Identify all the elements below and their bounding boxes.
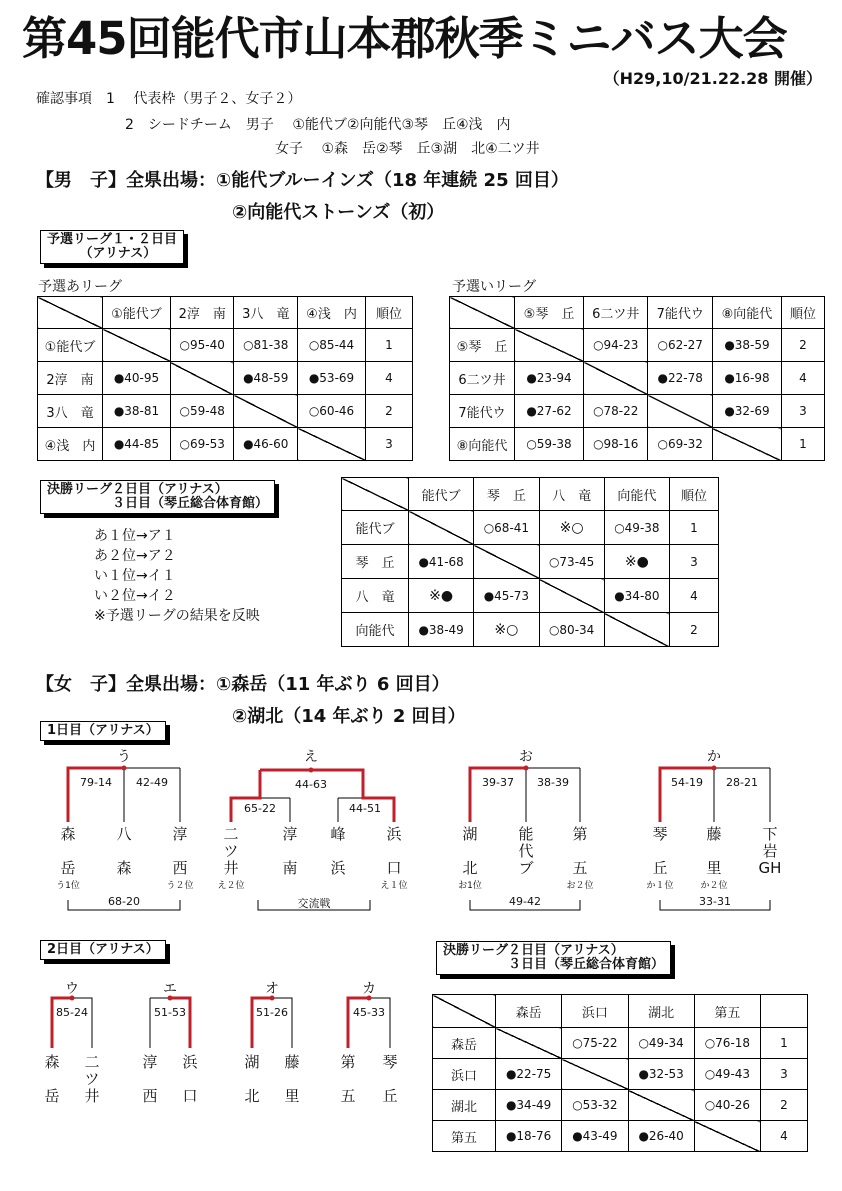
row-team: 浜口 (433, 1059, 496, 1090)
result-cell: ●32-69 (712, 395, 781, 428)
rule-item: い１位→イ１ (94, 568, 176, 584)
score-E2: 51-53 (154, 1006, 186, 1019)
row-team: 森岳 (433, 1028, 496, 1059)
result-cell: ○68-41 (474, 511, 539, 545)
result-cell: ○62-27 (648, 329, 712, 362)
rank-ka-1: か１位 (646, 881, 674, 891)
result-cell: ●53-69 (298, 362, 366, 395)
result-cell: ○81-38 (234, 329, 298, 362)
column-header: 順位 (782, 297, 825, 329)
rank-cell: 3 (782, 395, 825, 428)
result-cell: ※○ (539, 511, 604, 545)
column-header: 琴 丘 (474, 478, 539, 511)
result-cell: ●38-49 (409, 613, 474, 647)
result-cell: ●27-62 (515, 395, 584, 428)
result-cell: ●48-59 (234, 362, 298, 395)
rank-cell: 3 (366, 428, 413, 461)
column-header: 3八 竜 (234, 297, 298, 329)
diagonal-cell (496, 1028, 562, 1059)
rank-cell: 4 (670, 579, 719, 613)
group-label-O2: オ (265, 981, 279, 997)
column-header: 湖北 (628, 995, 694, 1028)
rank-cell: 4 (366, 362, 413, 395)
result-cell: ○73-45 (539, 545, 604, 579)
result-cell: ●32-53 (628, 1059, 694, 1090)
result-cell: ●45-73 (474, 579, 539, 613)
girls-heading-2: ②湖北（14 年ぶり 2 回目） (232, 706, 466, 727)
girls-day2-box: 2日目（アリナス） (40, 940, 166, 960)
team-o-2: 能 代 ブ (518, 825, 534, 877)
team-KA2-1: 第 五 (340, 1053, 356, 1105)
rank-ka-2: か２位 (700, 881, 728, 891)
column-header: 八 竜 (539, 478, 604, 511)
group-label-KA2: カ (362, 981, 376, 997)
result-cell: ○85-44 (298, 329, 366, 362)
group-label-o: お (519, 749, 533, 765)
row-team: 7能代ウ (450, 395, 515, 428)
result-cell: ○49-43 (694, 1059, 760, 1090)
column-header: ⑧向能代 (712, 297, 781, 329)
row-team: ⑧向能代 (450, 428, 515, 461)
result-cell: ○40-26 (694, 1090, 760, 1121)
result-cell: ※● (409, 579, 474, 613)
rank-cell: 3 (670, 545, 719, 579)
league-a-title: 予選あリーグ (38, 279, 122, 295)
team-KA2-2: 琴 丘 (382, 1053, 398, 1105)
rank-e-1: え２位 (217, 881, 245, 891)
group-label-U: ウ (65, 981, 79, 997)
team-u-3: 淳 西 (172, 825, 188, 877)
group-label-ka: か (707, 749, 721, 765)
result-cell: ○59-48 (170, 395, 234, 428)
score-u-left: 79-14 (80, 776, 112, 789)
result-cell: ●46-60 (234, 428, 298, 461)
column-header: 順位 (366, 297, 413, 329)
column-header: 向能代 (604, 478, 669, 511)
team-o-1: 湖 北 (462, 825, 478, 877)
rule-item: い２位→イ２ (94, 588, 176, 604)
result-cell: ○69-32 (648, 428, 712, 461)
team-ka-1: 琴 丘 (652, 825, 668, 877)
team-e-1: 二 ツ 井 (223, 825, 239, 877)
result-cell: ○69-53 (170, 428, 234, 461)
column-header: ④浅 内 (298, 297, 366, 329)
column-header: 7能代ウ (648, 297, 712, 329)
rank-u-3: う２位 (166, 881, 194, 891)
result-cell: ○94-23 (584, 329, 648, 362)
result-cell: ○76-18 (694, 1028, 760, 1059)
column-header (761, 995, 808, 1028)
result-cell: ○49-38 (604, 511, 669, 545)
column-header: 能代ブ (409, 478, 474, 511)
result-cell: ●23-94 (515, 362, 584, 395)
column-header: 順位 (670, 478, 719, 511)
row-team: 琴 丘 (342, 545, 409, 579)
score-ka-right: 28-21 (726, 776, 758, 789)
league-i-title: 予選いリーグ (452, 279, 536, 295)
result-cell: ○98-16 (584, 428, 648, 461)
column-header: 2淳 南 (170, 297, 234, 329)
result-cell: ●34-80 (604, 579, 669, 613)
row-team: 6二ツ井 (450, 362, 515, 395)
rank-cell: 1 (782, 428, 825, 461)
team-E2-1: 淳 西 (142, 1053, 158, 1105)
table-row (433, 1059, 808, 1090)
boys-heading-2: ②向能代ストーンズ（初） (232, 202, 445, 223)
group-label-e: え (304, 749, 318, 765)
diagonal-cell (562, 1059, 628, 1090)
result-cell: ●22-78 (648, 362, 712, 395)
row-team: 向能代 (342, 613, 409, 647)
boys-final-box: 決勝リーグ２日目（アリナス） ３日目（琴丘総合体育館） (40, 480, 275, 514)
rank-cell: 1 (670, 511, 719, 545)
group-label-u: う (117, 749, 131, 765)
rule-item: あ２位→ア２ (94, 548, 176, 564)
row-team: 2淳 南 (38, 362, 103, 395)
rank-cell: 2 (670, 613, 719, 647)
result-cell: ●38-59 (712, 329, 781, 362)
score-e-left: 65-22 (244, 802, 276, 815)
rank-cell: 3 (761, 1059, 808, 1090)
score-e-bottom: 交流戦 (297, 897, 331, 910)
column-header: ⑤琴 丘 (515, 297, 584, 329)
score-ka-left: 54-19 (671, 776, 703, 789)
row-team: ①能代ブ (38, 329, 103, 362)
team-E2-2: 浜 口 (182, 1053, 198, 1105)
result-cell: ○60-46 (298, 395, 366, 428)
score-O2: 51-26 (256, 1006, 288, 1019)
table-corner (433, 995, 496, 1028)
rank-e-4: え１位 (380, 881, 408, 891)
rank-cell: 2 (782, 329, 825, 362)
score-e-right: 44-51 (349, 802, 381, 815)
table-row (433, 1028, 808, 1059)
rank-cell: 1 (761, 1028, 808, 1059)
score-u-right: 42-49 (136, 776, 168, 789)
row-team: ⑤琴 丘 (450, 329, 515, 362)
team-ka-3: 下 岩 GH (758, 825, 782, 877)
team-e-3: 峰 浜 (330, 825, 346, 877)
group-label-E2: エ (163, 981, 177, 997)
team-O2-1: 湖 北 (244, 1053, 260, 1105)
rule-item: ※予選リーグの結果を反映 (94, 608, 260, 624)
rank-u-1: う1位 (56, 881, 80, 891)
result-cell: ※○ (474, 613, 539, 647)
score-o-bottom: 49-42 (509, 895, 541, 908)
result-cell: ●16-98 (712, 362, 781, 395)
score-u-bottom: 68-20 (108, 895, 140, 908)
table-row (433, 1121, 808, 1152)
column-header: 第五 (694, 995, 760, 1028)
score-o-right: 38-39 (537, 776, 569, 789)
rule-item: あ１位→ア１ (94, 528, 176, 544)
result-cell: ●18-76 (496, 1121, 562, 1152)
rank-o-1: お1位 (458, 881, 482, 891)
team-u-2: 八 森 (116, 825, 132, 877)
team-o-3: 第 五 (572, 825, 588, 877)
boys-prelim-box: 予選リーグ１・２日目 （アリナス） (40, 230, 184, 264)
score-o-left: 39-37 (482, 776, 514, 789)
rank-cell: 4 (782, 362, 825, 395)
girls-day1-box: 1日目（アリナス） (40, 721, 166, 741)
row-team: 能代ブ (342, 511, 409, 545)
score-KA2: 45-33 (353, 1006, 385, 1019)
rank-cell: 2 (366, 395, 413, 428)
girls-heading: 【女 子】全県出場：①森岳（11 年ぶり 6 回目） (36, 674, 450, 695)
note-line-1: 確認事項 1 代表枠（男子２、女子２） (36, 91, 302, 107)
team-U-1: 森 岳 (44, 1053, 60, 1105)
team-u-1: 森 岳 (60, 825, 76, 877)
row-team: 八 竜 (342, 579, 409, 613)
result-cell: ●22-75 (496, 1059, 562, 1090)
column-header: 6二ツ井 (584, 297, 648, 329)
column-header: ①能代ブ (103, 297, 171, 329)
result-cell: ●43-49 (562, 1121, 628, 1152)
rank-cell: 1 (366, 329, 413, 362)
row-team: 3八 竜 (38, 395, 103, 428)
score-e-top: 44-63 (295, 778, 327, 791)
team-O2-2: 藤 里 (284, 1053, 300, 1105)
result-cell: ●26-40 (628, 1121, 694, 1152)
result-cell: ○49-34 (628, 1028, 694, 1059)
note-line-3: 女子 ①森 岳②琴 丘③湖 北④二ツ井 (275, 141, 540, 157)
note-line-2: 2 シードチーム 男子 ①能代ブ②向能代③琴 丘④浅 内 (125, 117, 511, 133)
page-title: 第45回能代市山本郡秋季ミニバス大会 (22, 12, 787, 65)
result-cell: ○53-32 (562, 1090, 628, 1121)
result-cell: ○59-38 (515, 428, 584, 461)
girls-final-table (432, 994, 808, 1152)
result-cell: ○80-34 (539, 613, 604, 647)
result-cell: ○78-22 (584, 395, 648, 428)
team-e-4: 浜 口 (386, 825, 402, 877)
team-e-2: 淳 南 (282, 825, 298, 877)
team-ka-2: 藤 里 (706, 825, 722, 877)
result-cell: ●34-49 (496, 1090, 562, 1121)
table-row (433, 1090, 808, 1121)
column-header: 森岳 (496, 995, 562, 1028)
boys-heading: 【男 子】全県出場：①能代ブルーインズ（18 年連続 25 回目） (36, 170, 569, 191)
score-ka-bottom: 33-31 (699, 895, 731, 908)
event-date: （H29,10/21.22.28 開催） (603, 69, 822, 88)
result-cell: ●38-81 (103, 395, 171, 428)
result-cell: ○95-40 (170, 329, 234, 362)
result-cell: ●40-95 (103, 362, 171, 395)
team-U-2: 二 ツ 井 (84, 1053, 100, 1105)
result-cell: ●44-85 (103, 428, 171, 461)
rank-o-3: お２位 (566, 881, 594, 891)
row-team: ④浅 内 (38, 428, 103, 461)
diagonal-cell (628, 1090, 694, 1121)
diagonal-cell (694, 1121, 760, 1152)
result-cell: ●41-68 (409, 545, 474, 579)
result-cell: ○75-22 (562, 1028, 628, 1059)
row-team: 湖北 (433, 1090, 496, 1121)
row-team: 第五 (433, 1121, 496, 1152)
girls-final-box: 決勝リーグ２日目（アリナス） ３日目（琴丘総合体育館） (436, 941, 671, 975)
rank-cell: 2 (761, 1090, 808, 1121)
result-cell: ※● (604, 545, 669, 579)
score-U: 85-24 (56, 1006, 88, 1019)
rank-cell: 4 (761, 1121, 808, 1152)
column-header: 浜口 (562, 995, 628, 1028)
